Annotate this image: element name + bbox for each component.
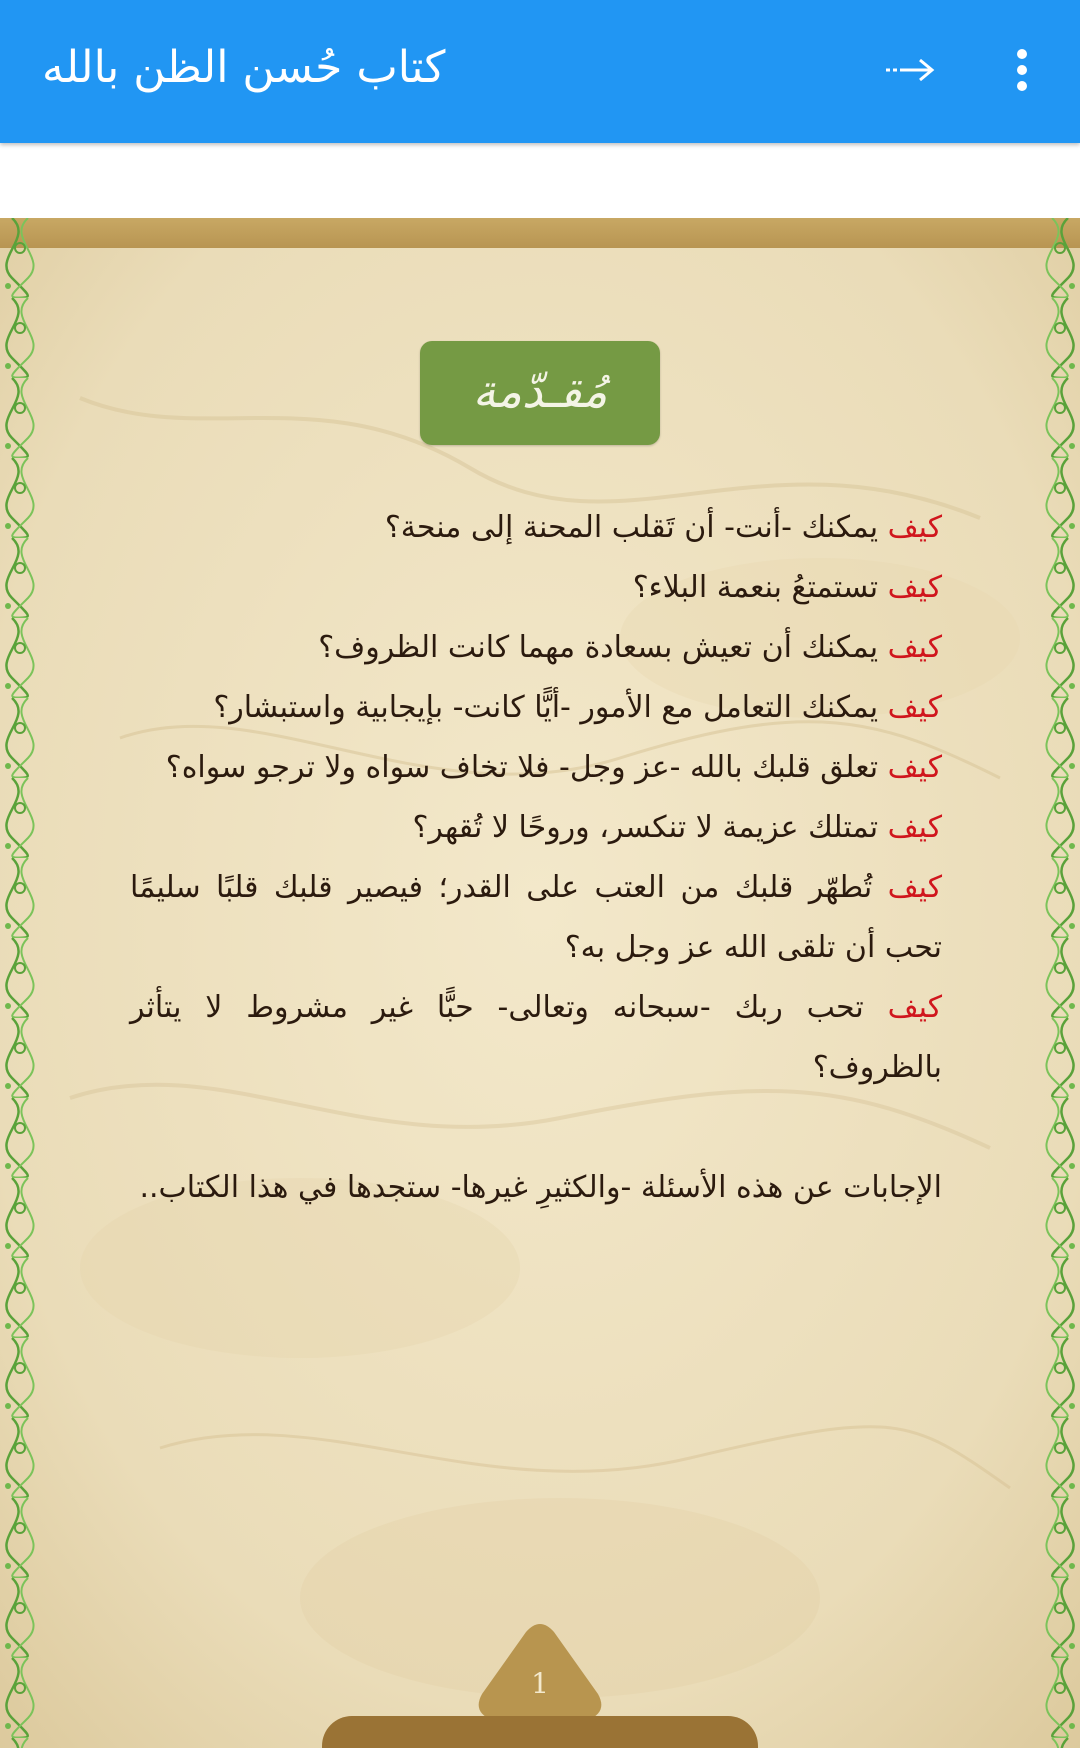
page-top-band	[0, 218, 1080, 248]
page-number: 1	[531, 1667, 549, 1700]
question-keyword: كيف	[887, 810, 942, 845]
question-line	[130, 558, 942, 618]
question-line	[130, 978, 942, 1098]
question-text: تعلق قلبك بالله -عز وجل- فلا تخاف سواه ولا ترجو سواه؟	[165, 750, 888, 785]
question-text: يمكنك -أنت- أن تَقلب المحنة إلى منحة؟	[384, 510, 888, 545]
answer-paragraph: الإجابات عن هذه الأسئلة -والكثيرِ غيرها- ستجدها في هذا الكتاب..	[139, 1170, 942, 1205]
left-vine-border	[0, 218, 40, 1748]
app-title: كتاب حُسن الظن بالله	[42, 42, 446, 93]
question-line	[130, 498, 942, 558]
intro-text	[130, 498, 942, 1218]
question-line	[130, 738, 942, 798]
question-line	[130, 678, 942, 738]
question-text: تحب ربك -سبحانه وتعالى- حبًّا غير مشروط لا يتأثر بالظروف؟	[130, 990, 942, 1085]
question-text: تُطهّر قلبك من العتب على القدر؛ فيصير قلبك قلبًا سليمًا تحب أن تلقى الله عز وجل به؟	[130, 870, 942, 965]
question-text: تستمتعُ بنعمة البلاء؟	[632, 570, 888, 605]
more-vertical-icon[interactable]	[1000, 40, 1044, 100]
question-line	[130, 858, 942, 978]
question-text: يمكنك التعامل مع الأمور -أيًّا كانت- بإيجابية واستبشار؟	[213, 690, 888, 725]
app-bar	[0, 0, 1080, 143]
right-vine-border	[1040, 218, 1080, 1748]
question-text: تمتلك عزيمة لا تنكسر، وروحًا لا تُقهر؟	[412, 810, 888, 845]
chapter-title: مُقـدّمة	[472, 364, 608, 418]
arrow-right-icon[interactable]	[880, 40, 940, 100]
question-keyword: كيف	[887, 690, 942, 725]
page-bottom-bar	[322, 1716, 758, 1748]
question-line	[130, 798, 942, 858]
book-page[interactable]	[0, 218, 1080, 1748]
question-keyword: كيف	[887, 750, 942, 785]
question-keyword: كيف	[887, 990, 942, 1025]
question-keyword: كيف	[887, 870, 942, 905]
question-text: يمكنك أن تعيش بسعادة مهما كانت الظروف؟	[318, 630, 888, 665]
question-keyword: كيف	[887, 510, 942, 545]
question-line	[130, 618, 942, 678]
chapter-title-badge	[420, 341, 660, 445]
question-keyword: كيف	[887, 570, 942, 605]
question-keyword: كيف	[887, 630, 942, 665]
